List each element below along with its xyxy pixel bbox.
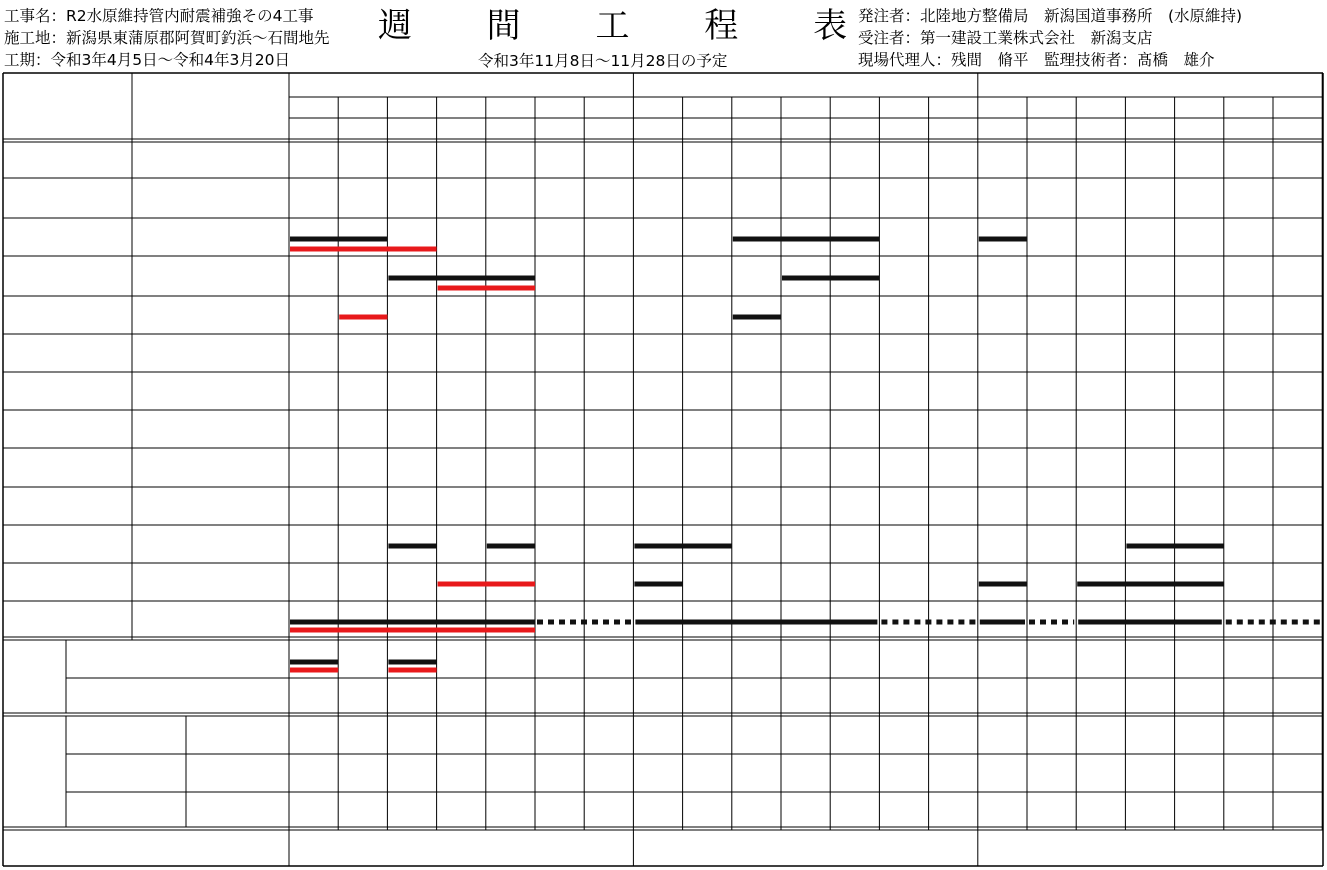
project-period: 工期：令和3年4月5日～令和4年3月20日	[4, 51, 291, 69]
schedule-range: 令和3年11月8日～11月28日の予定	[478, 52, 728, 70]
project-name: 工事名：R2水原維持管内耐震補強その4工事	[4, 7, 314, 25]
site-agent: 現場代理人：残間 脩平 監理技術者：髙橋 雄介	[858, 51, 1215, 69]
orderer: 発注者：北陸地方整備局 新潟国道事務所 (水原維持)	[858, 7, 1243, 25]
page-title: 週 間 工 程 表	[377, 6, 880, 46]
project-site: 施工地：新潟県東蒲原郡阿賀町釣浜～石間地先	[4, 29, 330, 47]
contractor: 受注者：第一建設工業株式会社 新潟支店	[858, 29, 1153, 47]
